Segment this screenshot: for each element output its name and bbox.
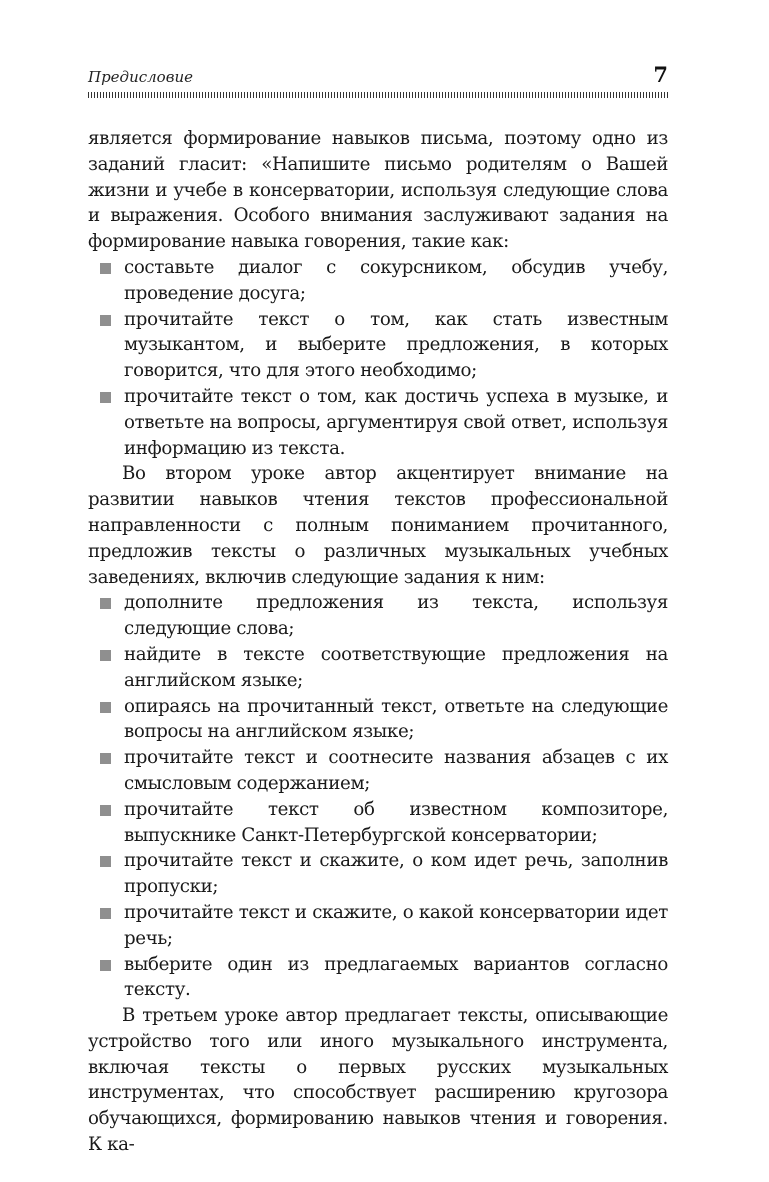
list-item-text: составьте диалог с сокурсником, обсудив учебу, проведение досуга; xyxy=(124,256,668,304)
square-bullet-icon xyxy=(100,263,111,274)
list-item xyxy=(88,384,668,461)
list-item xyxy=(88,952,668,1004)
list-item-text: прочитайте текст и скажите, о ком идет речь, заполнив пропуски; xyxy=(124,850,668,898)
chapter-title: Предисловие xyxy=(88,68,193,86)
running-header xyxy=(88,62,668,92)
square-bullet-icon xyxy=(100,392,111,403)
square-bullet-icon xyxy=(100,753,111,764)
list-item-text: найдите в тексте соответствующие предложения на английском языке; xyxy=(124,643,668,691)
list-item xyxy=(88,745,668,797)
list-item xyxy=(88,797,668,849)
paragraph-3: В третьем уроке автор предлагает тексты, описывающие устройство того или иного музыкального инструмента, включая тексты о первых русских музыкальных инструментах, что способствует расширению кругозора обучающихся, формированию навыков чтения и говорения. К ка- xyxy=(88,1005,668,1156)
list-item-text: прочитайте текст об известном композиторе, выпускнике Санкт-Петербургской консерватории; xyxy=(124,798,668,846)
list-item-text: прочитайте текст и соотнесите названия абзацев с их смысловым содержанием; xyxy=(124,747,668,794)
paragraph-1: является формирование навыков письма, поэтому одно из заданий гласит: «Напишите письмо родителям о Вашей жизни и учебе в консерватории, используя следующие слова и выражения. Особого внимания заслуживают задания на формирование навыка говорения, такие как: xyxy=(88,128,668,253)
square-bullet-icon xyxy=(100,598,111,609)
paragraph-2: Во втором уроке автор акцентирует внимание на развитии навыков чтения текстов профессиональной направленности с полным пониманием прочитанного, предложив тексты о различных музыкальных учебных заведениях, включив следующие задания к ним: xyxy=(88,463,668,588)
header-divider xyxy=(88,92,668,98)
task-list-2 xyxy=(88,590,668,1003)
square-bullet-icon xyxy=(100,908,111,919)
list-item-text: прочитайте текст о том, как стать известным музыкантом, и выберите предложения, в которых говорится, что для этого необходимо; xyxy=(124,308,668,382)
list-item-text: прочитайте текст и скажите, о какой консерватории идет речь; xyxy=(124,901,668,949)
list-item xyxy=(88,307,668,384)
list-item-text: опираясь на прочитанный текст, ответьте на следующие вопросы на английском языке; xyxy=(124,695,668,743)
square-bullet-icon xyxy=(100,856,111,867)
list-item xyxy=(88,848,668,900)
list-item-text: прочитайте текст о том, как достичь успеха в музыке, и ответьте на вопросы, аргументируя свой ответ, используя информацию из текста. xyxy=(124,385,668,459)
task-list-1 xyxy=(88,255,668,461)
square-bullet-icon xyxy=(100,650,111,661)
list-item xyxy=(88,642,668,694)
page-number: 7 xyxy=(653,62,668,87)
square-bullet-icon xyxy=(100,315,111,326)
square-bullet-icon xyxy=(100,805,111,816)
list-item xyxy=(88,900,668,952)
list-item xyxy=(88,255,668,307)
list-item xyxy=(88,590,668,642)
list-item xyxy=(88,694,668,746)
list-item-text: дополните предложения из текста, используя следующие слова; xyxy=(124,592,668,640)
list-item-text: выберите один из предлагаемых вариантов согласно тексту. xyxy=(124,953,668,1001)
square-bullet-icon xyxy=(100,960,111,971)
square-bullet-icon xyxy=(100,702,111,713)
body-text xyxy=(88,126,668,1158)
